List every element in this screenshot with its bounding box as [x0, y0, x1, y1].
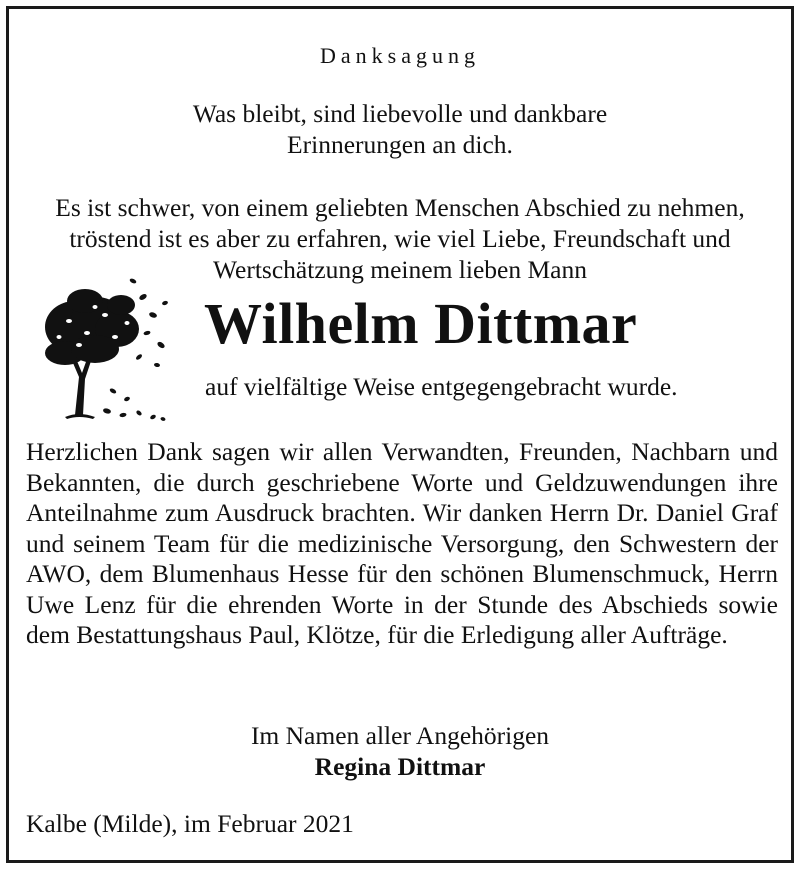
signature-intro: Im Namen aller Angehörigen [250, 721, 550, 750]
intro-line-3: Wertschätzung meinem lieben Mann [213, 255, 587, 284]
place-and-date: Kalbe (Milde), im Februar 2021 [26, 809, 354, 838]
quote-line-1: Was bleibt, sind liebevolle und dankbare [192, 99, 608, 128]
intro-line-2: tröstend ist es aber zu erfahren, wie viel Liebe, Freundschaft und [69, 224, 731, 253]
obituary-notice [6, 6, 794, 863]
quote-line-2: Erinnerungen an dich. [287, 130, 513, 159]
thanks-paragraph: Herzlichen Dank sagen wir allen Verwandten, Freunden, Nachbarn und Bekannten, die durch geschriebene Worte und Geldzuwendungen ihre Anteilnahme zum Ausdruck brachten. Wir danken Herrn Dr. Daniel Graf und seinem Team für die medizinische Versorgung, den Schwestern der AWO, dem Blumenhaus Hesse für den schönen Blumenschmuck, Herrn Uwe Lenz für die ehrenden Worte in der Stunde des Abschieds sowie dem Bestattungshaus Paul, Klötze, für die Erledigung aller Aufträge. [26, 437, 778, 649]
intro-line-1: Es ist schwer, von einem geliebten Menschen Abschied zu nehmen, [55, 193, 745, 222]
signer-name: Regina Dittmar [314, 752, 486, 781]
windblown-tree-icon [35, 267, 175, 427]
notice-heading: Danksagung [320, 43, 480, 68]
deceased-name: Wilhelm Dittmar [204, 291, 638, 356]
intro-line-4: auf vielfältige Weise entgegengebracht wurde. [205, 372, 678, 401]
